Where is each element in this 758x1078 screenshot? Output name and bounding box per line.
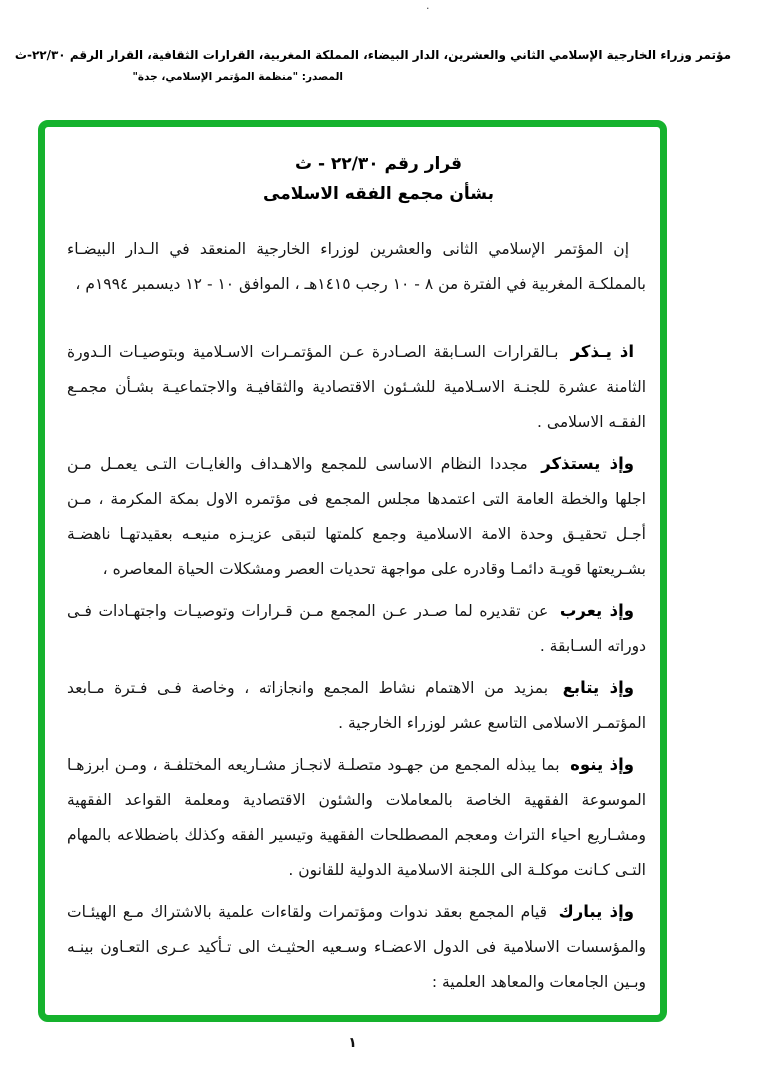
- paragraph-text: بما يبذله المجمع من جهـود متصلـة لانجـاز مشـاريعه المختلفـة ، ومـن ابرزهـا الموسوعة الفقهية الخاصة بالمعاملات والشئون الاقتصادية ومعلمة القواعد الفقهية ومشـاريع احياء التراث ومعجم المصطلحات الفقهية وتيسير الفقه وكذلك باضطلاعه بالمهام التـى كـانت موكلـة الى اللجنة الاسلامية الدولية للقانون .: [67, 756, 646, 879]
- resolution-subject-title: بشأن مجمع الفقه الاسلامى: [263, 184, 494, 204]
- paragraph-text: بـالقرارات السـابقة الصـادرة عـن المؤتمـرات الاسـلامية وبتوصيـات الـدورة الثامنة عشرة للجنـة الاسـلامية للشـئون الاقتصادية والثقافيـة والاجتماعيـة بشـأن مجمـع الفقـه الاسلامى .: [67, 343, 646, 431]
- page-footer: [38, 1032, 667, 1051]
- paragraph-lead: وإذ يعرب: [559, 601, 634, 620]
- paragraph-follows: [67, 670, 646, 741]
- paragraph-lead: وإذ يبارك: [558, 902, 635, 921]
- paragraph-lead: اذ يـذكر: [570, 342, 634, 361]
- paragraph-expresses: [67, 593, 646, 664]
- paragraph-recalls: [67, 334, 646, 440]
- paragraph-text: بمزيد من الاهتمام نشاط المجمع وانجازاته ، وخاصة فـى فـترة مـابعد المؤتمـر الاسلامى التاسع عشر لوزراء الخارجية .: [67, 679, 646, 732]
- resolution-number-title: قرار رقم ٢٢/٣٠ - ث: [294, 154, 463, 174]
- stray-dot: ·: [426, 2, 430, 15]
- paragraph-lead: وإذ يستذكر: [541, 454, 634, 473]
- paragraph-lead: وإذ يتابع: [562, 678, 634, 697]
- paragraph-preamble: [67, 231, 646, 302]
- paragraph-text: قيام المجمع بعقد ندوات ومؤتمرات ولقاءات علمية بالاشتراك مـع الهيئـات والمؤسسات الاسلامية فى الدول الاعضـاء وسـعيه الحثيـث الى تـأكيد عـرى التعـاون بينـه وبـين الجامعات والمعاهد العلمية :: [67, 903, 646, 991]
- paragraph-text: عن تقديره لما صـدر عـن المجمع مـن قـرارات وتوصيـات واجتهـادات فـى دوراته السـابقة .: [67, 602, 646, 655]
- paragraph-blesses: [67, 894, 646, 1000]
- paragraph-text: إن المؤتمر الإسلامي الثانى والعشرين لوزراء الخارجية المنعقد في الـدار البيضـاء بالمملكـة المغربية في الفترة من ٨ - ١٠ رجب ١٤١٥هـ ، الموافق ١٠ - ١٢ ديسمبر ١٩٩٤م ،: [67, 240, 646, 293]
- resolution-green-box: [38, 120, 667, 1022]
- citation-header: [0, 0, 758, 83]
- citation-line-1: مؤتمر وزراء الخارجية الإسلامي الثاني والعشرين، الدار البيضاء، المملكة المغربية، القرارات الثقافية، القرار الرقم ٢٢/٣٠-ث: [14, 48, 731, 62]
- paragraph-text: مجددا النظام الاساسى للمجمع والاهـداف والغايـات التـى يعمـل مـن اجلها والخطة العامة التى اعتمدها مجلس المجمع فى مؤتمره الاول بمكة المكرمة ، مـن أجـل تحقيـق وحدة الامة الاسلامية وجمع كلمتها لتبقى عزيـزه منيعـه بعقيدتهـا ناهضـة بشـريعتها قويـة دائمـا وقادره على مواجهة تحديات العصر ومشكلات الحياة المعاصره ،: [67, 455, 646, 578]
- paragraph-recalling-statute: [67, 446, 646, 587]
- page-number: ١: [348, 1035, 357, 1051]
- paragraph-notes-efforts: [67, 747, 646, 888]
- resolution-titles: [89, 149, 667, 209]
- paragraph-lead: وإذ ينوه: [570, 755, 634, 774]
- citation-source-line: المصدر: "منظمة المؤتمر الإسلامي، جدة": [132, 71, 343, 83]
